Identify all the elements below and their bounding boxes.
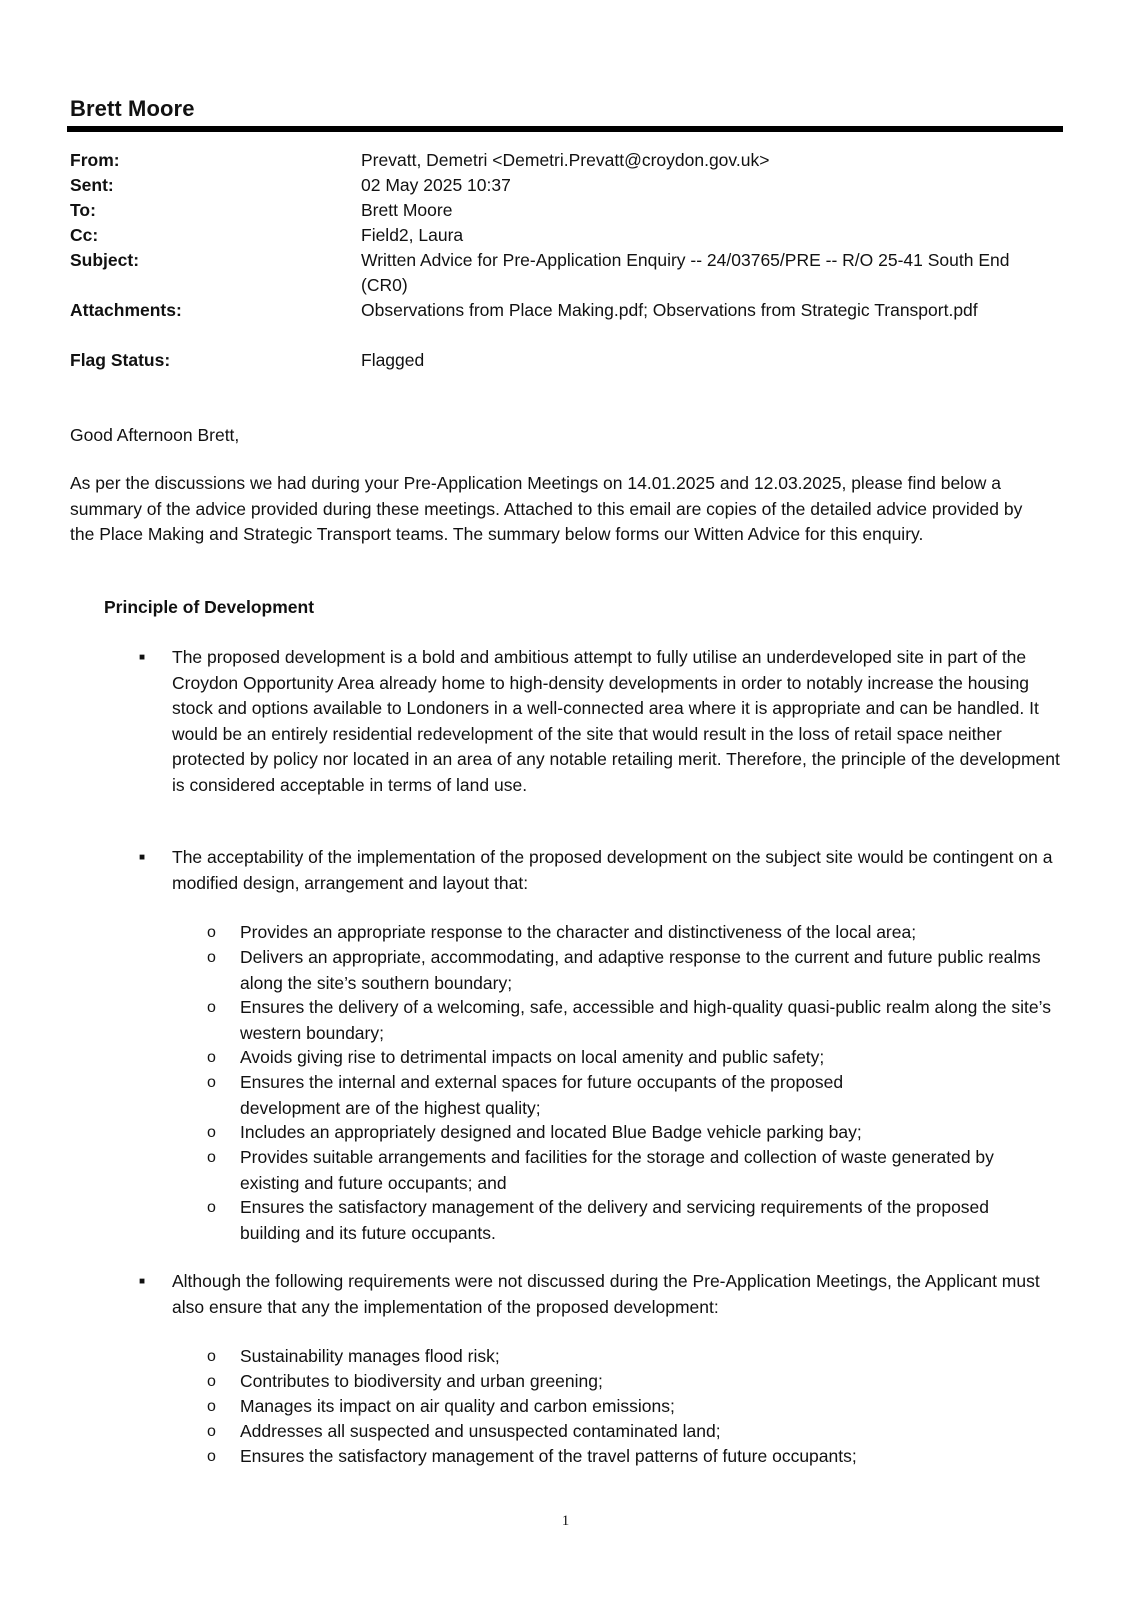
- list-item: Contributes to biodiversity and urban greening;: [240, 1371, 603, 1391]
- sub-bullet-marker: o: [207, 1373, 216, 1390]
- subject-value: Written Advice for Pre-Application Enquiry -- 24/03765/PRE -- R/O 25-41 South End (CR0): [361, 250, 1010, 295]
- list-item: Provides an appropriate response to the character and distinctiveness of the local area;: [240, 922, 917, 942]
- sub-bullet-marker: o: [207, 1149, 216, 1166]
- document-owner-name: Brett Moore: [70, 96, 195, 121]
- list-item: Manages its impact on air quality and carbon emissions;: [240, 1396, 675, 1416]
- list-item: Ensures the satisfactory management of the delivery and servicing requirements of the proposed building and its future occupants.: [240, 1197, 990, 1243]
- sub-bullet-marker: o: [207, 999, 216, 1016]
- attachments-label: Attachments:: [70, 300, 182, 320]
- sub-bullet-marker: o: [207, 949, 216, 966]
- sent-value: 02 May 2025 10:37: [361, 175, 511, 195]
- sub-bullet-marker: o: [207, 1423, 216, 1440]
- sent-label: Sent:: [70, 175, 114, 195]
- to-label: To:: [70, 200, 96, 220]
- list-item: Addresses all suspected and unsuspected contaminated land;: [240, 1421, 721, 1441]
- section-title: Principle of Development: [104, 597, 315, 617]
- flag-status-value: Flagged: [361, 350, 425, 370]
- sub-bullet-marker: o: [207, 1398, 216, 1415]
- list-item: Ensures the delivery of a welcoming, safe, accessible and high-quality quasi-public realm along the site’s western boundary;: [240, 997, 1051, 1043]
- bullet-item: The proposed development is a bold and ambitious attempt to fully utilise an underdeveloped site in part of the Croydon Opportunity Area already home to high-density developments in order to notably increase the housing stock and options available to Londoners in a well-connected area where it is appropriate and can be handled. It would be an entirely residential redevelopment of the site that would result in the loss of retail space neither protected by policy nor located in an area of any notable retailing merit. Therefore, the principle of the development is considered acceptable in terms of land use.: [172, 647, 1060, 795]
- subject-label: Subject:: [70, 250, 140, 270]
- list-item: Ensures the satisfactory management of the travel patterns of future occupants;: [240, 1446, 857, 1466]
- bullet-marker: ■: [139, 652, 146, 663]
- list-item: Includes an appropriately designed and located Blue Badge vehicle parking bay;: [240, 1122, 862, 1142]
- intro-paragraph: As per the discussions we had during your Pre-Application Meetings on 14.01.2025 and 12.03.2025, please find below a summary of the advice provided during these meetings. Attached to this email are copies of the detailed advice provided by the Place Making and Strategic Transport teams. The summary below forms our Witten Advice for this enquiry.: [70, 473, 1023, 544]
- to-value: Brett Moore: [361, 200, 453, 220]
- list-item: Provides suitable arrangements and facilities for the storage and collection of waste generated by existing and future occupants; and: [240, 1147, 994, 1193]
- cc-label: Cc:: [70, 225, 99, 245]
- sub-bullet-marker: o: [207, 1049, 216, 1066]
- bullet-item: The acceptability of the implementation of the proposed development on the subject site would be contingent on a modified design, arrangement and layout that:: [172, 847, 1053, 893]
- sub-bullet-marker: o: [207, 1448, 216, 1465]
- bullet-item: Although the following requirements were not discussed during the Pre-Application Meetings, the Applicant must also ensure that any the implementation of the proposed development:: [172, 1271, 1040, 1317]
- sub-bullet-marker: o: [207, 1199, 216, 1216]
- greeting: Good Afternoon Brett,: [70, 425, 240, 445]
- sub-bullet-marker: o: [207, 1074, 216, 1091]
- list-item: Ensures the internal and external spaces for future occupants of the proposed development are of the highest quality;: [240, 1072, 844, 1118]
- attachments-value: Observations from Place Making.pdf; Observations from Strategic Transport.pdf: [361, 300, 978, 320]
- from-label: From:: [70, 150, 120, 170]
- from-value: Prevatt, Demetri <Demetri.Prevatt@croydon.gov.uk>: [361, 150, 770, 170]
- page-number: 1: [561, 1513, 570, 1529]
- list-item: Sustainability manages flood risk;: [240, 1346, 500, 1366]
- bullet-marker: ■: [139, 1276, 146, 1287]
- sub-bullet-marker: o: [207, 924, 216, 941]
- cc-value: Field2, Laura: [361, 225, 464, 245]
- sub-bullet-marker: o: [207, 1124, 216, 1141]
- header-divider: [67, 126, 1063, 132]
- flag-status-label: Flag Status:: [70, 350, 171, 370]
- list-item: Avoids giving rise to detrimental impacts on local amenity and public safety;: [240, 1047, 825, 1067]
- list-item: Delivers an appropriate, accommodating, and adaptive response to the current and future public realms along the site’s southern boundary;: [240, 947, 1041, 993]
- sub-bullet-marker: o: [207, 1348, 216, 1365]
- bullet-marker: ■: [139, 852, 146, 863]
